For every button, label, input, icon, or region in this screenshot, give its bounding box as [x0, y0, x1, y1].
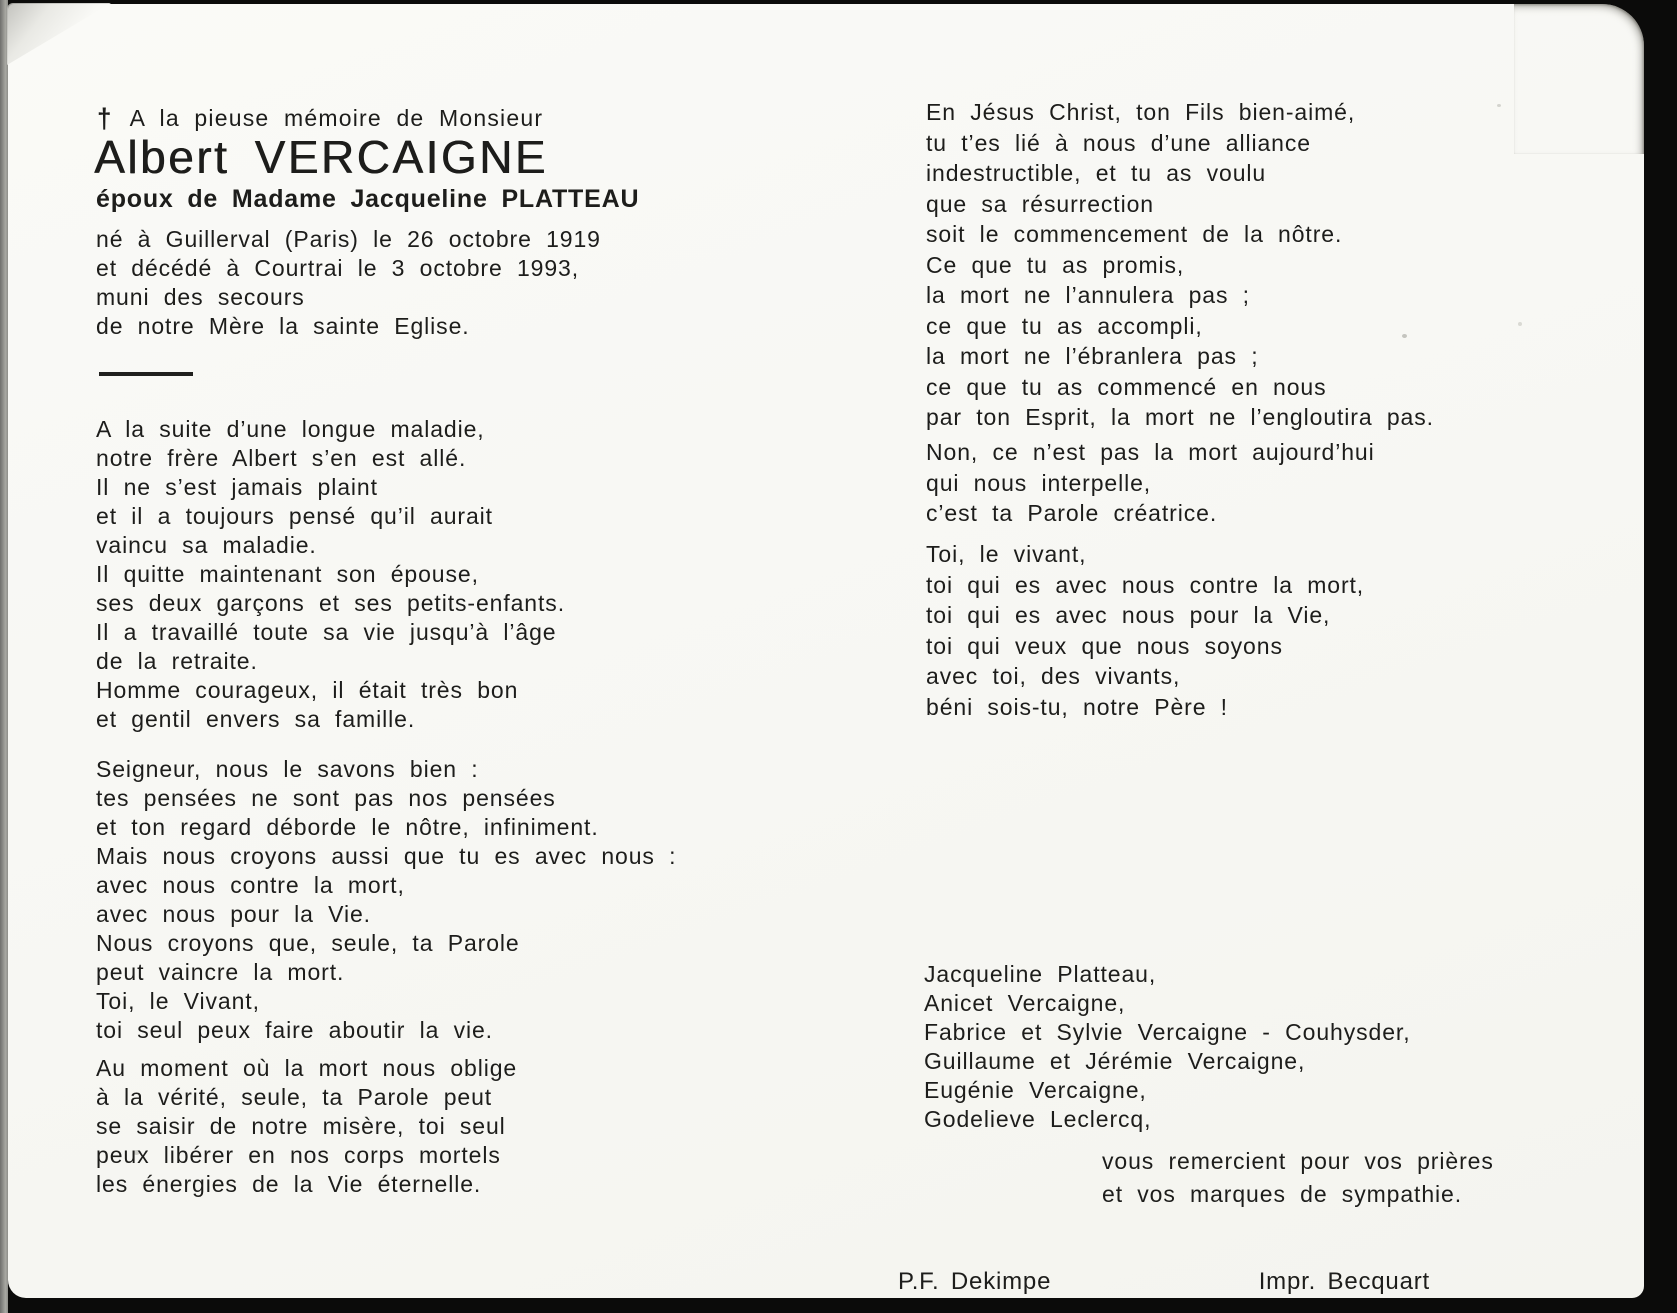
scan-speck — [1497, 104, 1501, 107]
cross-icon: † — [97, 102, 113, 134]
text-line: vaincu sa maladie. — [96, 532, 317, 558]
text-line: vous remercient pour vos prières — [1102, 1148, 1494, 1174]
thanks-lines — [1102, 1148, 1494, 1214]
left-paragraph-prayer-1 — [96, 756, 676, 1046]
text-line: à la vérité, seule, ta Parole peut — [96, 1084, 493, 1110]
deceased-name: Albert VERCAIGNE — [94, 131, 548, 183]
text-line: se saisir de notre misère, toi seul — [96, 1113, 506, 1139]
vital-info — [96, 226, 601, 342]
text-line: Au moment où la mort nous oblige — [96, 1055, 518, 1081]
text-line: muni des secours — [96, 284, 305, 310]
text-line: toi qui es avec nous contre la mort, — [926, 571, 1365, 598]
text-line: Mais nous croyons aussi que tu es avec nous : — [96, 843, 677, 869]
text-line: béni sois-tu, notre Père ! — [926, 693, 1228, 720]
text-line: et il a toujours pensé qu’il aurait — [96, 503, 493, 529]
text-line: A la suite d’une longue maladie, — [96, 416, 485, 442]
text-line: toi seul peux faire aboutir la vie. — [96, 1017, 493, 1043]
text-line: Il a travaillé toute sa vie jusqu’à l’âge — [96, 619, 557, 645]
text-line: Eugénie Vercaigne, — [924, 1077, 1147, 1103]
text-line: Non, ce n’est pas la mort aujourd’hui — [926, 439, 1375, 465]
text-line: et décédé à Courtrai le 3 octobre 1993, — [96, 255, 580, 281]
right-paragraph-prayer-2 — [926, 439, 1375, 531]
text-line: ce que tu as commencé en nous — [926, 373, 1327, 400]
card-corner-smudge-artifact — [1514, 4, 1644, 154]
text-line: peut vaincre la mort. — [96, 959, 345, 985]
text-line: notre frère Albert s’en est allé. — [96, 445, 467, 471]
scanner-bed-left-strip — [0, 0, 8, 1313]
text-line: né à Guillerval (Paris) le 26 octobre 1919 — [96, 226, 601, 252]
text-line: et ton regard déborde le nôtre, infiniment. — [96, 814, 599, 840]
divider-rule — [99, 372, 193, 376]
text-line: et gentil envers sa famille. — [96, 706, 416, 732]
text-line: ce que tu as accompli, — [926, 312, 1203, 339]
text-line: avec nous contre la mort, — [96, 872, 405, 898]
text-line: Il ne s’est jamais plaint — [96, 474, 378, 500]
text-line: Seigneur, nous le savons bien : — [96, 756, 479, 782]
text-line: avec toi, des vivants, — [926, 663, 1181, 689]
text-line: Jacqueline Platteau, — [924, 961, 1157, 987]
text-line: toi qui es avec nous pour la Vie, — [926, 602, 1331, 628]
text-line: c’est ta Parole créatrice. — [926, 500, 1218, 526]
text-line: avec nous pour la Vie. — [96, 901, 371, 927]
left-paragraph-eulogy — [96, 416, 565, 735]
text-line: Homme courageux, il était très bon — [96, 677, 519, 703]
text-line: la mort ne l’annulera pas ; — [926, 282, 1250, 308]
spouse-line: époux de Madame Jacqueline PLATTEAU — [96, 185, 640, 213]
text-line: soit le commencement de la nôtre. — [926, 221, 1343, 247]
text-line: ses deux garçons et ses petits-enfants. — [96, 590, 565, 616]
text-line: Guillaume et Jérémie Vercaigne, — [924, 1048, 1306, 1074]
memorial-card — [8, 4, 1644, 1298]
text-line: indestructible, et tu as voulu — [926, 160, 1267, 186]
text-line: la mort ne l’ébranlera pas ; — [926, 343, 1259, 369]
text-line: En Jésus Christ, ton Fils bien-aimé, — [926, 99, 1356, 125]
text-line: Toi, le vivant, — [926, 541, 1087, 567]
text-line: Anicet Vercaigne, — [924, 990, 1126, 1016]
text-line: Nous croyons que, seule, ta Parole — [96, 930, 520, 956]
scan-speck — [1518, 322, 1522, 326]
text-line: Il quitte maintenant son épouse, — [96, 561, 479, 587]
funeral-home-name: P.F. Dekimpe — [898, 1268, 1052, 1295]
card-corner-fold-artifact — [7, 3, 111, 65]
family-names-list — [924, 961, 1410, 1135]
text-line: de notre Mère la sainte Eglise. — [96, 313, 470, 339]
text-line: Fabrice et Sylvie Vercaigne - Couhysder, — [924, 1019, 1411, 1045]
right-paragraph-prayer-1 — [926, 99, 1434, 435]
text-line: tu t’es lié à nous d’une alliance — [926, 129, 1311, 156]
text-line: Ce que tu as promis, — [926, 251, 1185, 278]
memorial-intro-text: A la pieuse mémoire de Monsieur — [129, 105, 544, 131]
text-line: que sa résurrection — [926, 190, 1154, 217]
text-line: tes pensées ne sont pas nos pensées — [96, 785, 556, 811]
imprint-footer — [898, 1268, 1430, 1296]
text-line: Godelieve Leclercq, — [924, 1106, 1152, 1132]
text-line: qui nous interpelle, — [926, 469, 1152, 496]
left-paragraph-prayer-2 — [96, 1055, 517, 1200]
printer-name: Impr. Becquart — [1258, 1268, 1430, 1295]
text-line: Toi, le Vivant, — [96, 988, 260, 1014]
text-line: par ton Esprit, la mort ne l’engloutira pas. — [926, 404, 1434, 430]
text-line: de la retraite. — [96, 648, 258, 674]
right-paragraph-prayer-3 — [926, 541, 1364, 724]
text-line: toi qui veux que nous soyons — [926, 632, 1283, 659]
text-line: et vos marques de sympathie. — [1102, 1181, 1463, 1207]
text-line: les énergies de la Vie éternelle. — [96, 1171, 482, 1197]
text-line: peux libérer en nos corps mortels — [96, 1142, 501, 1168]
